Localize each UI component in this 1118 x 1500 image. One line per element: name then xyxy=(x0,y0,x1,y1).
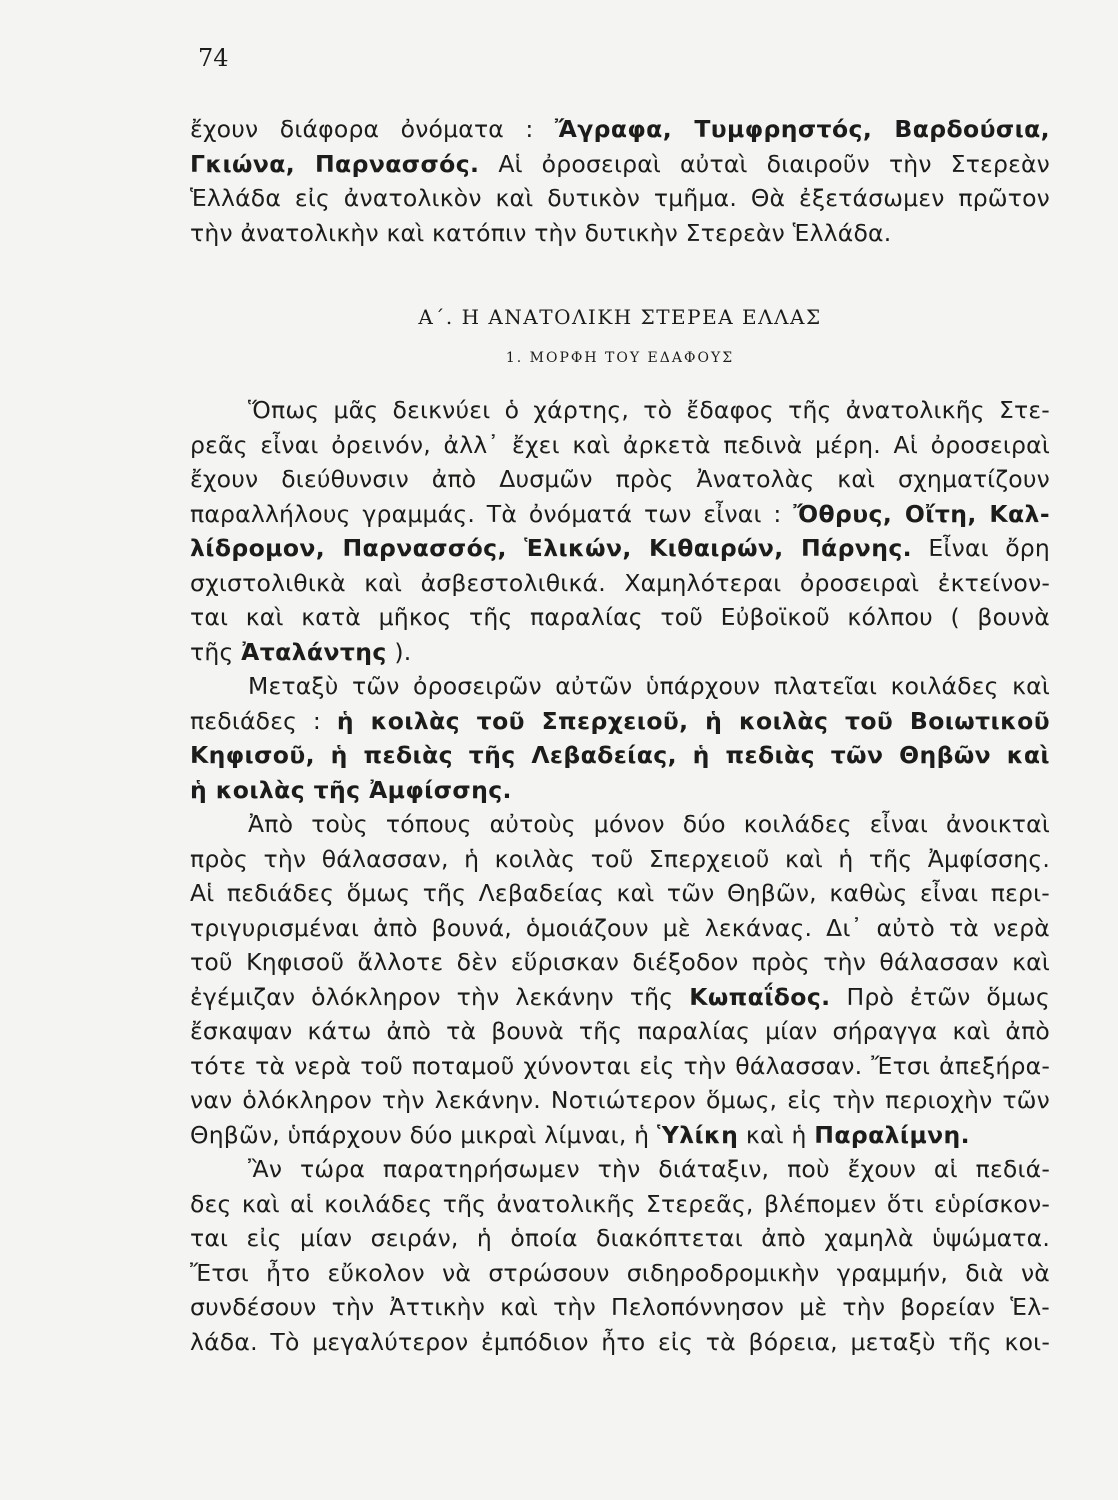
text-line: Ἑλλάδα εἰς ἀνατολικὸν καὶ δυτικὸν τμῆμα. Θὰ ἐξετάσωμεν πρῶτον xyxy=(190,184,1050,212)
text-line: ἐγέμιζαν ὁλόκληρον τὴν λεκάνην τῆς Κωπαΐδος. Πρὸ ἐτῶν ὅμως xyxy=(190,982,1050,1011)
text-line: τότε τὰ νερὰ τοῦ ποταμοῦ χύνονται εἰς τὴν θάλασσαν. Ἔτσι ἀπεξήρα- xyxy=(190,1051,1050,1080)
text-line: Ἀπὸ τοὺς τόπους αὐτοὺς μόνον δύο κοιλάδες εἶναι ἀνοικταὶ xyxy=(248,810,1050,838)
text-line: ναν ὁλόκληρον τὴν λεκάνην. Νοτιώτερον ὅμως, εἰς τὴν περιοχὴν τῶν xyxy=(190,1086,1050,1114)
text-line: Κηφισοῦ, ἡ πεδιὰς τῆς Λεβαδείας, ἡ πεδιὰς τῶν Θηβῶν καὶ xyxy=(190,741,1050,769)
text-line: πεδιάδες : ἡ κοιλὰς τοῦ Σπερχειοῦ, ἡ κοιλὰς τοῦ Βοιωτικοῦ xyxy=(190,706,1050,735)
text-line: δες καὶ αἱ κοιλάδες τῆς ἀνατολικῆς Στερεᾶς, βλέπομεν ὅτι εὑρίσκον- xyxy=(190,1189,1050,1218)
text-line: λάδα. Τὸ μεγαλύτερον ἐμπόδιον ἦτο εἰς τὰ βόρεια, μεταξὺ τῆς κοι- xyxy=(190,1327,1050,1356)
body-text xyxy=(190,393,1050,1359)
text-line: Γκιώνα, Παρνασσός. Αἱ ὀροσειραὶ αὐταὶ διαιροῦν τὴν Στερεὰν xyxy=(190,149,1050,178)
text-line: ρεᾶς εἶναι ὀρεινόν, ἀλλ᾽ ἔχει καὶ ἀρκετὰ πεδινὰ μέρη. Αἱ ὀροσειραὶ xyxy=(190,430,1050,459)
text-line: ἡ κοιλὰς τῆς Ἀμφίσσης. xyxy=(190,775,512,804)
text-line: Ὅπως μᾶς δεικνύει ὁ χάρτης, τὸ ἔδαφος τῆς ἀνατολικῆς Στε- xyxy=(248,396,1050,424)
text-line: τοῦ Κηφισοῦ ἄλλοτε δὲν εὕρισκαν διέξοδον πρὸς τὴν θάλασσαν καὶ xyxy=(190,948,1050,976)
intro-paragraph xyxy=(190,112,1050,250)
page-number: 74 xyxy=(198,44,229,72)
text-line: Θηβῶν, ὑπάρχουν δύο μικραὶ λίμναι, ἡ Ὑλίκη καὶ ἡ Παραλίμνη. xyxy=(190,1120,971,1149)
section-title: Α΄. Η ΑΝΑΤΟΛΙΚΗ ΣΤΕΡΕΑ ΕΛΛΑΣ xyxy=(418,305,822,329)
text-line: ται καὶ κατὰ μῆκος τῆς παραλίας τοῦ Εὐβοϊκοῦ κόλπου ( βουνὰ xyxy=(190,603,1050,631)
text-line: Ἔτσι ἦτο εὔκολον νὰ στρώσουν σιδηροδρομικὴν γραμμήν, διὰ νὰ xyxy=(190,1258,1050,1287)
text-line: Μεταξὺ τῶν ὀροσειρῶν αὐτῶν ὑπάρχουν πλατεῖαι κοιλάδες καὶ xyxy=(248,672,1050,700)
text-line: τριγυρισμέναι ἀπὸ βουνά, ὁμοιάζουν μὲ λεκάνας. Δι᾽ αὐτὸ τὰ νερὰ xyxy=(190,913,1050,942)
text-line: συνδέσουν τὴν Ἀττικὴν καὶ τὴν Πελοπόννησον μὲ τὴν βορείαν Ἑλ- xyxy=(190,1293,1050,1321)
text-line: σχιστολιθικὰ καὶ ἀσβεστολιθικά. Χαμηλότεραι ὀροσειραὶ ἐκτείνον- xyxy=(190,568,1050,597)
text-line: ἔσκαψαν κάτω ἀπὸ τὰ βουνὰ τῆς παραλίας μίαν σήραγγα καὶ ἀπὸ xyxy=(190,1017,1050,1045)
text-line: πρὸς τὴν θάλασσαν, ἡ κοιλὰς τοῦ Σπερχειοῦ καὶ ἡ τῆς Ἀμφίσσης. xyxy=(190,844,1050,873)
text-line: ται εἰς μίαν σειράν, ἡ ὁποία διακόπτεται ἀπὸ χαμηλὰ ὑψώματα. xyxy=(190,1224,1050,1252)
text-line: παραλλήλους γραμμάς. Τὰ ὀνόματά των εἶναι : Ὄθρυς, Οἴτη, Καλ- xyxy=(190,499,1050,528)
text-line: Ἂν τώρα παρατηρήσωμεν τὴν διάταξιν, ποὺ ἔχουν αἱ πεδιά- xyxy=(248,1155,1050,1183)
text-line: ἔχουν διεύθυνσιν ἀπὸ Δυσμῶν πρὸς Ἀνατολὰς καὶ σχηματίζουν xyxy=(190,465,1050,493)
text-line: ἔχουν διάφορα ὀνόματα : Ἄγραφα, Τυμφρηστός, Βαρδούσια, xyxy=(190,115,1050,143)
text-line: Αἱ πεδιάδες ὅμως τῆς Λεβαδείας καὶ τῶν Θηβῶν, καθὼς εἶναι περι- xyxy=(190,879,1050,907)
text-line: τὴν ἀνατολικὴν καὶ κατόπιν τὴν δυτικὴν Στερεὰν Ἑλλάδα. xyxy=(190,218,892,247)
text-line: τῆς Ἀταλάντης ). xyxy=(190,637,412,666)
subsection-title: 1. ΜΟΡΦΗ ΤΟΥ ΕΔΑΦΟΥΣ xyxy=(505,350,735,366)
text-line: λίδρομον, Παρνασσός, Ἑλικών, Κιθαιρών, Πάρνης. Εἶναι ὄρη xyxy=(190,534,1050,562)
